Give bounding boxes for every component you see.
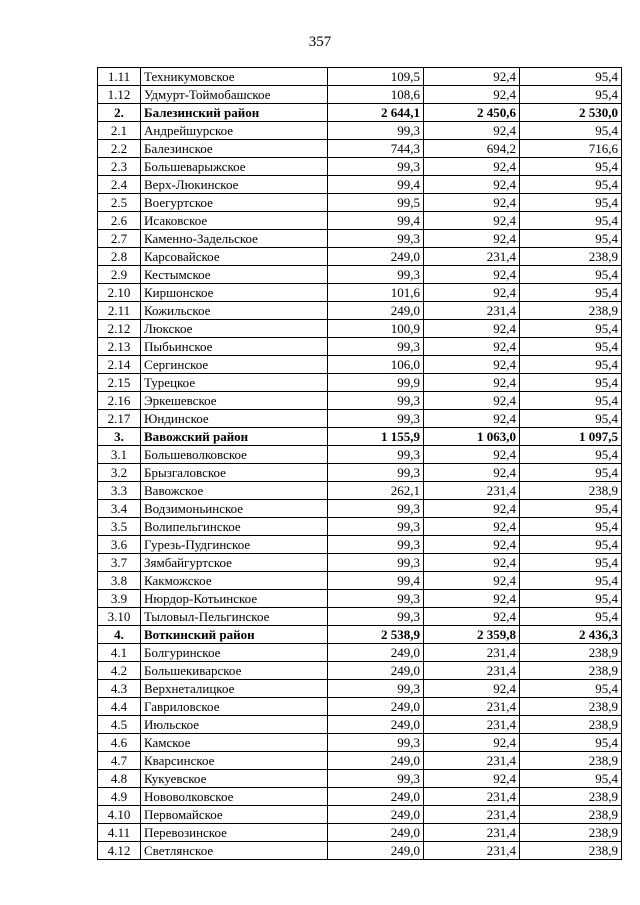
value-1-cell: 249,0 — [328, 752, 424, 770]
value-3-cell: 95,4 — [520, 734, 622, 752]
settlement-name-cell: Балезинское — [141, 140, 328, 158]
table-row — [98, 410, 622, 428]
value-3-cell: 95,4 — [520, 230, 622, 248]
value-1-cell: 249,0 — [328, 248, 424, 266]
row-number-cell: 2.9 — [98, 266, 141, 284]
settlement-name-cell: Светлянское — [141, 842, 328, 860]
value-3-cell: 95,4 — [520, 464, 622, 482]
value-2-cell: 231,4 — [424, 842, 520, 860]
row-number-cell: 3.5 — [98, 518, 141, 536]
table-row — [98, 230, 622, 248]
row-number-cell: 2. — [98, 104, 141, 122]
settlement-name-cell: Большеволковское — [141, 446, 328, 464]
value-1-cell: 109,5 — [328, 68, 424, 86]
value-1-cell: 99,3 — [328, 536, 424, 554]
value-3-cell: 238,9 — [520, 698, 622, 716]
value-2-cell: 92,4 — [424, 770, 520, 788]
value-1-cell: 99,3 — [328, 338, 424, 356]
value-1-cell: 99,4 — [328, 572, 424, 590]
value-1-cell: 108,6 — [328, 86, 424, 104]
value-2-cell: 92,4 — [424, 518, 520, 536]
value-2-cell: 92,4 — [424, 392, 520, 410]
row-number-cell: 4.11 — [98, 824, 141, 842]
value-2-cell: 231,4 — [424, 824, 520, 842]
row-number-cell: 2.4 — [98, 176, 141, 194]
value-2-cell: 2 450,6 — [424, 104, 520, 122]
row-number-cell: 3.3 — [98, 482, 141, 500]
value-3-cell: 716,6 — [520, 140, 622, 158]
table-row — [98, 536, 622, 554]
row-number-cell: 4.3 — [98, 680, 141, 698]
row-number-cell: 3.9 — [98, 590, 141, 608]
district-row — [98, 104, 622, 122]
settlement-name-cell: Люкское — [141, 320, 328, 338]
settlement-name-cell: Волипельгинское — [141, 518, 328, 536]
value-2-cell: 92,4 — [424, 86, 520, 104]
table-row — [98, 788, 622, 806]
district-row — [98, 428, 622, 446]
row-number-cell: 3.7 — [98, 554, 141, 572]
value-1-cell: 249,0 — [328, 698, 424, 716]
table-row — [98, 824, 622, 842]
row-number-cell: 2.12 — [98, 320, 141, 338]
value-3-cell: 1 097,5 — [520, 428, 622, 446]
table-row — [98, 734, 622, 752]
row-number-cell: 3.4 — [98, 500, 141, 518]
settlement-name-cell: Балезинский район — [141, 104, 328, 122]
table-row — [98, 374, 622, 392]
row-number-cell: 2.15 — [98, 374, 141, 392]
row-number-cell: 4.8 — [98, 770, 141, 788]
value-3-cell: 95,4 — [520, 194, 622, 212]
value-1-cell: 99,9 — [328, 374, 424, 392]
value-3-cell: 95,4 — [520, 320, 622, 338]
table-row — [98, 518, 622, 536]
settlement-name-cell: Киршонское — [141, 284, 328, 302]
value-3-cell: 95,4 — [520, 284, 622, 302]
value-1-cell: 99,3 — [328, 266, 424, 284]
value-3-cell: 238,9 — [520, 644, 622, 662]
row-number-cell: 2.5 — [98, 194, 141, 212]
table-row — [98, 338, 622, 356]
value-1-cell: 99,3 — [328, 230, 424, 248]
value-2-cell: 92,4 — [424, 122, 520, 140]
row-number-cell: 3.1 — [98, 446, 141, 464]
table-row — [98, 770, 622, 788]
value-2-cell: 92,4 — [424, 230, 520, 248]
row-number-cell: 2.6 — [98, 212, 141, 230]
value-1-cell: 744,3 — [328, 140, 424, 158]
value-1-cell: 99,5 — [328, 194, 424, 212]
value-2-cell: 92,4 — [424, 320, 520, 338]
row-number-cell: 4.2 — [98, 662, 141, 680]
value-2-cell: 92,4 — [424, 158, 520, 176]
row-number-cell: 2.8 — [98, 248, 141, 266]
row-number-cell: 3.10 — [98, 608, 141, 626]
settlement-name-cell: Каменно-Задельское — [141, 230, 328, 248]
value-2-cell: 231,4 — [424, 752, 520, 770]
settlement-name-cell: Нюрдор-Котьинское — [141, 590, 328, 608]
district-row — [98, 626, 622, 644]
value-1-cell: 99,3 — [328, 392, 424, 410]
budget-table — [97, 67, 622, 860]
value-1-cell: 99,3 — [328, 410, 424, 428]
settlement-name-cell: Исаковское — [141, 212, 328, 230]
settlement-name-cell: Кукуевское — [141, 770, 328, 788]
value-2-cell: 92,4 — [424, 266, 520, 284]
value-3-cell: 95,4 — [520, 608, 622, 626]
settlement-name-cell: Кестымское — [141, 266, 328, 284]
table-row — [98, 806, 622, 824]
row-number-cell: 4.1 — [98, 644, 141, 662]
value-2-cell: 92,4 — [424, 554, 520, 572]
value-3-cell: 95,4 — [520, 266, 622, 284]
value-3-cell: 95,4 — [520, 410, 622, 428]
value-1-cell: 249,0 — [328, 824, 424, 842]
row-number-cell: 2.2 — [98, 140, 141, 158]
row-number-cell: 2.3 — [98, 158, 141, 176]
value-3-cell: 238,9 — [520, 662, 622, 680]
value-1-cell: 100,9 — [328, 320, 424, 338]
value-1-cell: 99,3 — [328, 680, 424, 698]
value-2-cell: 231,4 — [424, 644, 520, 662]
value-2-cell: 231,4 — [424, 788, 520, 806]
value-2-cell: 92,4 — [424, 356, 520, 374]
row-number-cell: 4.6 — [98, 734, 141, 752]
value-3-cell: 95,4 — [520, 176, 622, 194]
table-row — [98, 446, 622, 464]
settlement-name-cell: Сергинское — [141, 356, 328, 374]
settlement-name-cell: Верхнеталицкое — [141, 680, 328, 698]
table-row — [98, 590, 622, 608]
row-number-cell: 3.8 — [98, 572, 141, 590]
value-2-cell: 92,4 — [424, 590, 520, 608]
row-number-cell: 3. — [98, 428, 141, 446]
table-row — [98, 500, 622, 518]
table-row — [98, 158, 622, 176]
table-row — [98, 176, 622, 194]
value-2-cell: 92,4 — [424, 284, 520, 302]
table-row — [98, 212, 622, 230]
value-3-cell: 95,4 — [520, 680, 622, 698]
value-1-cell: 99,3 — [328, 608, 424, 626]
value-1-cell: 99,3 — [328, 446, 424, 464]
value-1-cell: 249,0 — [328, 806, 424, 824]
value-3-cell: 95,4 — [520, 338, 622, 356]
value-2-cell: 92,4 — [424, 338, 520, 356]
settlement-name-cell: Андрейшурское — [141, 122, 328, 140]
row-number-cell: 3.2 — [98, 464, 141, 482]
value-3-cell: 95,4 — [520, 86, 622, 104]
value-1-cell: 99,3 — [328, 770, 424, 788]
row-number-cell: 4.5 — [98, 716, 141, 734]
value-3-cell: 238,9 — [520, 302, 622, 320]
value-1-cell: 2 644,1 — [328, 104, 424, 122]
row-number-cell: 3.6 — [98, 536, 141, 554]
settlement-name-cell: Зямбайгуртское — [141, 554, 328, 572]
table-row — [98, 644, 622, 662]
value-2-cell: 92,4 — [424, 212, 520, 230]
value-1-cell: 262,1 — [328, 482, 424, 500]
settlement-name-cell: Вавожское — [141, 482, 328, 500]
value-1-cell: 99,3 — [328, 464, 424, 482]
row-number-cell: 2.10 — [98, 284, 141, 302]
row-number-cell: 1.12 — [98, 86, 141, 104]
value-3-cell: 95,4 — [520, 158, 622, 176]
table-row — [98, 662, 622, 680]
value-3-cell: 95,4 — [520, 356, 622, 374]
table-row — [98, 140, 622, 158]
table-row — [98, 68, 622, 86]
value-2-cell: 92,4 — [424, 536, 520, 554]
value-1-cell: 249,0 — [328, 302, 424, 320]
value-3-cell: 95,4 — [520, 554, 622, 572]
row-number-cell: 2.13 — [98, 338, 141, 356]
value-2-cell: 231,4 — [424, 716, 520, 734]
settlement-name-cell: Воткинский район — [141, 626, 328, 644]
value-2-cell: 231,4 — [424, 248, 520, 266]
value-2-cell: 92,4 — [424, 68, 520, 86]
settlement-name-cell: Кожильское — [141, 302, 328, 320]
value-3-cell: 2 530,0 — [520, 104, 622, 122]
value-2-cell: 92,4 — [424, 176, 520, 194]
row-number-cell: 2.11 — [98, 302, 141, 320]
settlement-name-cell: Июльское — [141, 716, 328, 734]
value-3-cell: 238,9 — [520, 482, 622, 500]
settlement-name-cell: Удмурт-Тоймобашское — [141, 86, 328, 104]
table-row — [98, 284, 622, 302]
value-3-cell: 95,4 — [520, 392, 622, 410]
table-row — [98, 122, 622, 140]
value-3-cell: 95,4 — [520, 446, 622, 464]
value-3-cell: 95,4 — [520, 122, 622, 140]
table-row — [98, 608, 622, 626]
row-number-cell: 2.7 — [98, 230, 141, 248]
value-3-cell: 95,4 — [520, 770, 622, 788]
value-3-cell: 95,4 — [520, 500, 622, 518]
settlement-name-cell: Тыловыл-Пельгинское — [141, 608, 328, 626]
value-3-cell: 2 436,3 — [520, 626, 622, 644]
value-2-cell: 92,4 — [424, 410, 520, 428]
value-2-cell: 1 063,0 — [424, 428, 520, 446]
value-1-cell: 1 155,9 — [328, 428, 424, 446]
value-2-cell: 231,4 — [424, 806, 520, 824]
value-2-cell: 92,4 — [424, 500, 520, 518]
value-1-cell: 249,0 — [328, 842, 424, 860]
value-1-cell: 249,0 — [328, 716, 424, 734]
settlement-name-cell: Нововолковское — [141, 788, 328, 806]
settlement-name-cell: Брызгаловское — [141, 464, 328, 482]
value-2-cell: 92,4 — [424, 680, 520, 698]
value-1-cell: 99,3 — [328, 590, 424, 608]
value-2-cell: 92,4 — [424, 572, 520, 590]
row-number-cell: 4.9 — [98, 788, 141, 806]
settlement-name-cell: Эркешевское — [141, 392, 328, 410]
table-row — [98, 248, 622, 266]
value-2-cell: 231,4 — [424, 698, 520, 716]
table-row — [98, 320, 622, 338]
value-1-cell: 106,0 — [328, 356, 424, 374]
settlement-name-cell: Юндинское — [141, 410, 328, 428]
value-1-cell: 99,4 — [328, 176, 424, 194]
value-1-cell: 99,3 — [328, 158, 424, 176]
value-2-cell: 92,4 — [424, 194, 520, 212]
table-row — [98, 302, 622, 320]
settlement-name-cell: Воегуртское — [141, 194, 328, 212]
value-2-cell: 92,4 — [424, 446, 520, 464]
value-1-cell: 99,4 — [328, 212, 424, 230]
value-1-cell: 249,0 — [328, 662, 424, 680]
value-2-cell: 92,4 — [424, 374, 520, 392]
row-number-cell: 4.12 — [98, 842, 141, 860]
table-row — [98, 194, 622, 212]
row-number-cell: 2.17 — [98, 410, 141, 428]
value-1-cell: 2 538,9 — [328, 626, 424, 644]
value-2-cell: 231,4 — [424, 302, 520, 320]
value-1-cell: 249,0 — [328, 788, 424, 806]
value-3-cell: 238,9 — [520, 248, 622, 266]
table-row — [98, 86, 622, 104]
value-1-cell: 249,0 — [328, 644, 424, 662]
settlement-name-cell: Камское — [141, 734, 328, 752]
page-number: 357 — [308, 34, 332, 50]
value-1-cell: 99,3 — [328, 554, 424, 572]
value-1-cell: 99,3 — [328, 500, 424, 518]
settlement-name-cell: Техникумовское — [141, 68, 328, 86]
value-2-cell: 694,2 — [424, 140, 520, 158]
table-row — [98, 266, 622, 284]
value-2-cell: 2 359,8 — [424, 626, 520, 644]
value-3-cell: 95,4 — [520, 536, 622, 554]
settlement-name-cell: Кварсинское — [141, 752, 328, 770]
settlement-name-cell: Гурезь-Пудгинское — [141, 536, 328, 554]
value-3-cell: 95,4 — [520, 68, 622, 86]
value-3-cell: 238,9 — [520, 716, 622, 734]
table-row — [98, 842, 622, 860]
table-body — [98, 68, 622, 860]
value-3-cell: 238,9 — [520, 842, 622, 860]
value-2-cell: 92,4 — [424, 608, 520, 626]
value-3-cell: 95,4 — [520, 590, 622, 608]
row-number-cell: 4. — [98, 626, 141, 644]
settlement-name-cell: Болгуринское — [141, 644, 328, 662]
value-1-cell: 99,3 — [328, 734, 424, 752]
table-row — [98, 698, 622, 716]
table-row — [98, 554, 622, 572]
value-2-cell: 92,4 — [424, 464, 520, 482]
table-row — [98, 482, 622, 500]
table-row — [98, 392, 622, 410]
settlement-name-cell: Большеварыжское — [141, 158, 328, 176]
value-3-cell: 238,9 — [520, 824, 622, 842]
settlement-name-cell: Какможское — [141, 572, 328, 590]
table-row — [98, 572, 622, 590]
value-3-cell: 95,4 — [520, 518, 622, 536]
value-2-cell: 231,4 — [424, 482, 520, 500]
table-row — [98, 464, 622, 482]
settlement-name-cell: Перевозинское — [141, 824, 328, 842]
table-row — [98, 356, 622, 374]
row-number-cell: 4.10 — [98, 806, 141, 824]
settlement-name-cell: Гавриловское — [141, 698, 328, 716]
value-3-cell: 95,4 — [520, 374, 622, 392]
row-number-cell: 4.7 — [98, 752, 141, 770]
value-1-cell: 99,3 — [328, 518, 424, 536]
value-2-cell: 231,4 — [424, 662, 520, 680]
settlement-name-cell: Вавожский район — [141, 428, 328, 446]
row-number-cell: 2.1 — [98, 122, 141, 140]
settlement-name-cell: Верх-Люкинское — [141, 176, 328, 194]
row-number-cell: 1.11 — [98, 68, 141, 86]
settlement-name-cell: Турецкое — [141, 374, 328, 392]
settlement-name-cell: Большекиварское — [141, 662, 328, 680]
settlement-name-cell: Пыбьинское — [141, 338, 328, 356]
value-3-cell: 238,9 — [520, 788, 622, 806]
value-3-cell: 238,9 — [520, 806, 622, 824]
table-row — [98, 680, 622, 698]
value-1-cell: 101,6 — [328, 284, 424, 302]
row-number-cell: 4.4 — [98, 698, 141, 716]
settlement-name-cell: Первомайское — [141, 806, 328, 824]
settlement-name-cell: Водзимоньинское — [141, 500, 328, 518]
settlement-name-cell: Карсовайское — [141, 248, 328, 266]
row-number-cell: 2.16 — [98, 392, 141, 410]
table-row — [98, 716, 622, 734]
value-3-cell: 238,9 — [520, 752, 622, 770]
value-1-cell: 99,3 — [328, 122, 424, 140]
value-3-cell: 95,4 — [520, 572, 622, 590]
value-3-cell: 95,4 — [520, 212, 622, 230]
row-number-cell: 2.14 — [98, 356, 141, 374]
table-row — [98, 752, 622, 770]
value-2-cell: 92,4 — [424, 734, 520, 752]
